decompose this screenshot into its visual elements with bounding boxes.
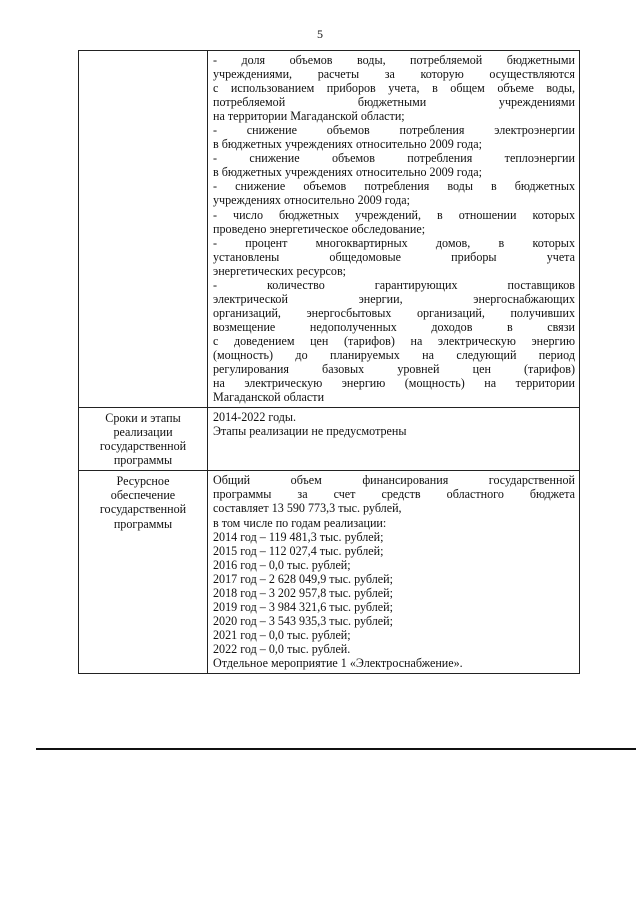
row-label-terms xyxy=(79,408,208,471)
text-line: организаций, энергосбытовых организаций, получивших xyxy=(213,305,575,320)
text-line: потребляемой бюджетными учреждениями xyxy=(213,95,575,110)
page-number: 5 xyxy=(317,27,323,41)
text-line: 2017 год – 2 628 049,9 тыс. рублей; xyxy=(213,571,393,586)
text-line: 2020 год – 3 543 935,3 тыс. рублей; xyxy=(213,613,393,628)
text-line: Этапы реализации не предусмотрены xyxy=(213,424,407,439)
text-line: с доведением цен (тарифов) на электрическую энергию xyxy=(213,333,575,348)
text-line: 2018 год – 3 202 957,8 тыс. рублей; xyxy=(213,585,393,600)
text-line: 2021 год – 0,0 тыс. рублей; xyxy=(213,627,351,642)
text-line: - число бюджетных учреждений, в отношении которых xyxy=(213,207,575,222)
text-line: в том числе по годам реализации: xyxy=(213,515,387,530)
text-line: - снижение объемов потребления теплоэнергии xyxy=(213,151,575,166)
text-line: в бюджетных учреждениях относительно 2009 года; xyxy=(213,137,483,152)
table-row-resources xyxy=(79,471,580,674)
resources-cell xyxy=(208,471,580,674)
text-line: 2014 год – 119 481,3 тыс. рублей; xyxy=(213,529,384,544)
text-line: составляет 13 590 773,3 тыс. рублей, xyxy=(213,501,402,516)
indicators-lines xyxy=(213,53,575,404)
text-line: 2016 год – 0,0 тыс. рублей; xyxy=(213,557,351,572)
text-line: установлены общедомовые приборы учета xyxy=(213,249,575,264)
text-line: учреждениями, расчеты за которую осуществляются xyxy=(213,67,575,82)
resources-lines xyxy=(213,473,575,670)
text-line: (мощность) до планируемых на следующий период xyxy=(213,347,575,362)
terms-cell xyxy=(208,408,580,471)
passport-table xyxy=(78,50,580,674)
label-line: государственной xyxy=(99,439,187,454)
text-line: 2019 год – 3 984 321,6 тыс. рублей; xyxy=(213,599,393,614)
text-line: - количество гарантирующих поставщиков xyxy=(213,277,575,292)
text-line: программы за счет средств областного бюджета xyxy=(213,487,575,502)
text-line: - снижение объемов потребления воды в бюджетных xyxy=(213,179,575,194)
label-line: обеспечение xyxy=(110,488,176,503)
text-line: с использованием приборов учета, в общем объеме воды, xyxy=(213,81,575,96)
label-line: государственной xyxy=(99,502,187,517)
bottom-rule xyxy=(36,748,636,750)
text-line: Отдельное мероприятие 1 «Электроснабжение». xyxy=(213,655,463,670)
text-line: на территории Магаданской области; xyxy=(213,109,405,124)
row-label-resources xyxy=(79,471,208,674)
resources-label-lines xyxy=(82,474,204,530)
text-line: проведено энергетическое обследование; xyxy=(213,221,426,236)
text-line: - доля объемов воды, потребляемой бюджетными xyxy=(213,53,575,67)
row-label-indicators xyxy=(79,51,208,408)
text-line: возмещение недополученных доходов в связи xyxy=(213,319,575,334)
text-line: регулирования базовых уровней цен (тарифов) xyxy=(213,362,575,377)
text-line: - процент многоквартирных домов, в которых xyxy=(213,235,575,250)
text-line: в бюджетных учреждениях относительно 2009 года; xyxy=(213,165,483,180)
text-line: энергетических ресурсов; xyxy=(213,263,347,278)
terms-lines xyxy=(213,410,575,438)
label-line: программы xyxy=(113,453,173,468)
text-line: - снижение объемов потребления электроэнергии xyxy=(213,123,575,138)
label-line: Ресурсное xyxy=(116,474,170,489)
label-line: реализации xyxy=(113,425,173,440)
table-row-terms xyxy=(79,408,580,471)
terms-label-lines xyxy=(82,411,204,467)
text-line: Общий объем финансирования государственной xyxy=(213,473,575,488)
label-line: программы xyxy=(113,516,173,531)
indicators-cell xyxy=(208,51,580,408)
text-line: электрической энергии, энергоснабжающих xyxy=(213,291,575,306)
text-line: 2014-2022 годы. xyxy=(213,410,297,425)
text-line: на электрическую энергию (мощность) на территории xyxy=(213,376,575,391)
label-line: Сроки и этапы xyxy=(105,411,181,426)
text-line: учреждениях относительно 2009 года; xyxy=(213,193,411,208)
text-line: 2022 год – 0,0 тыс. рублей. xyxy=(213,641,351,656)
table-row-indicators xyxy=(79,51,580,408)
text-line: 2015 год – 112 027,4 тыс. рублей; xyxy=(213,543,384,558)
text-line: Магаданской области xyxy=(213,390,325,405)
